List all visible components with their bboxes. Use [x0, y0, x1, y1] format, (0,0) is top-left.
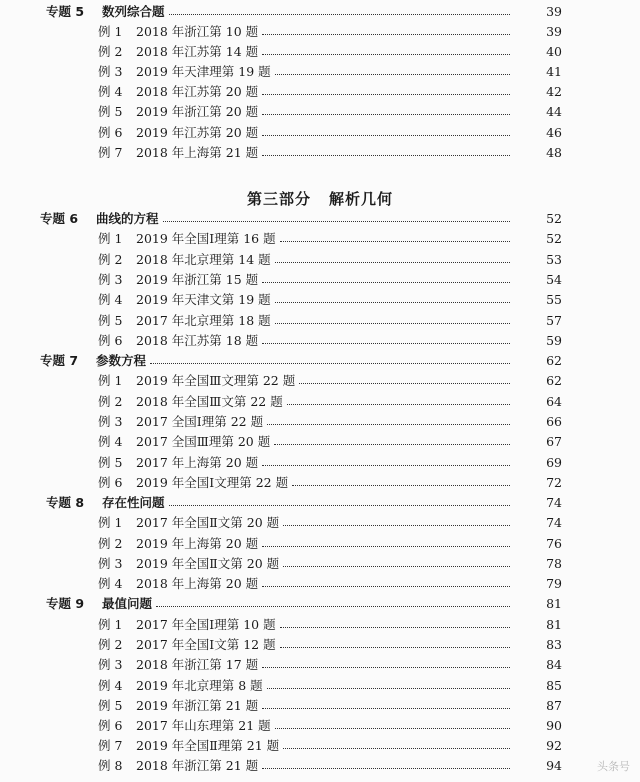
page-number: 94 [546, 757, 562, 773]
dot-leader [275, 728, 510, 729]
page-number: 57 [546, 312, 562, 328]
dot-leader [262, 34, 510, 35]
page-number: 52 [546, 230, 562, 246]
example-label: 例 1 [98, 231, 123, 246]
example-line[interactable] [0, 735, 640, 755]
page-number: 85 [546, 677, 562, 693]
topic-title: 最值问题 [102, 596, 153, 611]
example-title: 2019 年浙江第 15 题 [136, 272, 259, 287]
page-number: 41 [546, 63, 562, 79]
example-line[interactable] [0, 269, 640, 289]
page-number: 74 [546, 494, 562, 510]
dot-leader [163, 221, 510, 222]
topic-9-line[interactable] [0, 593, 640, 613]
example-line[interactable] [0, 654, 640, 674]
example-label: 例 4 [98, 434, 123, 449]
page-number: 74 [546, 514, 562, 530]
page-number: 40 [546, 43, 562, 59]
example-label: 例 3 [98, 64, 123, 79]
example-line[interactable] [0, 452, 640, 472]
example-line[interactable] [0, 553, 640, 573]
dot-leader [287, 404, 510, 405]
page-number: 81 [546, 595, 562, 611]
page-number: 53 [546, 251, 562, 267]
example-label: 例 7 [98, 145, 123, 160]
page-number: 79 [546, 575, 562, 591]
page-number: 44 [546, 103, 562, 119]
topic-6-line[interactable] [0, 208, 640, 228]
page-number: 87 [546, 697, 562, 713]
example-title: 2017 年北京理第 18 题 [136, 313, 271, 328]
dot-leader [262, 667, 510, 668]
example-label: 例 1 [98, 515, 123, 530]
example-title: 2019 年全国Ⅰ文理第 22 题 [136, 475, 289, 490]
example-line[interactable] [0, 675, 640, 695]
topic-title: 存在性问题 [102, 495, 165, 510]
example-label: 例 5 [98, 313, 123, 328]
example-label: 例 2 [98, 394, 123, 409]
example-line[interactable] [0, 614, 640, 634]
example-label: 例 2 [98, 536, 123, 551]
example-line[interactable] [0, 101, 640, 121]
example-line[interactable] [0, 122, 640, 142]
example-line[interactable] [0, 695, 640, 715]
example-line[interactable] [0, 391, 640, 411]
example-label: 例 6 [98, 125, 123, 140]
page-number: 48 [546, 144, 562, 160]
example-title: 2019 年北京理第 8 题 [136, 678, 263, 693]
example-label: 例 3 [98, 556, 123, 571]
dot-leader [299, 383, 510, 384]
page-number: 55 [546, 291, 562, 307]
page-number: 67 [546, 433, 562, 449]
page-number: 72 [546, 474, 562, 490]
page-number: 62 [546, 372, 562, 388]
page-number: 66 [546, 413, 562, 429]
example-line[interactable] [0, 512, 640, 532]
dot-leader [275, 262, 510, 263]
dot-leader [262, 708, 510, 709]
example-line[interactable] [0, 411, 640, 431]
topic-label: 专题 8 [46, 495, 85, 510]
page-number: 78 [546, 555, 562, 571]
dot-leader [292, 485, 510, 486]
page-number: 42 [546, 83, 562, 99]
dot-leader [169, 505, 510, 506]
example-line[interactable] [0, 310, 640, 330]
page-number: 39 [546, 23, 562, 39]
example-label: 例 6 [98, 475, 123, 490]
example-title: 2018 年北京理第 14 题 [136, 252, 271, 267]
example-line[interactable] [0, 715, 640, 735]
topic-label: 专题 6 [40, 211, 79, 226]
watermark: 头条号 [597, 760, 630, 773]
example-line[interactable] [0, 573, 640, 593]
dot-leader [150, 363, 510, 364]
example-title: 2018 年全国Ⅲ文第 22 题 [136, 394, 283, 409]
dot-leader [283, 748, 510, 749]
example-label: 例 4 [98, 84, 123, 99]
example-label: 例 6 [98, 333, 123, 348]
dot-leader [280, 627, 510, 628]
section-title: 解析几何 [329, 190, 394, 208]
example-title: 2017 全国Ⅲ理第 20 题 [136, 434, 271, 449]
dot-leader [267, 688, 510, 689]
dot-leader [267, 424, 510, 425]
example-line[interactable] [0, 21, 640, 41]
dot-leader [275, 323, 510, 324]
page-number: 59 [546, 332, 562, 348]
page-number: 90 [546, 717, 562, 733]
topic-5-line[interactable] [0, 1, 640, 21]
example-line[interactable] [0, 533, 640, 553]
example-label: 例 3 [98, 657, 123, 672]
topic-title: 曲线的方程 [96, 211, 159, 226]
topic-title: 参数方程 [96, 353, 147, 368]
example-title: 2018 年浙江第 21 题 [136, 758, 259, 773]
page-number: 46 [546, 124, 562, 140]
example-label: 例 1 [98, 373, 123, 388]
example-line[interactable] [0, 61, 640, 81]
example-title: 2019 年全国Ⅱ理第 21 题 [136, 738, 280, 753]
topic-8-line[interactable] [0, 492, 640, 512]
dot-leader [283, 566, 510, 567]
page-number: 69 [546, 454, 562, 470]
example-label: 例 4 [98, 576, 123, 591]
dot-leader [262, 155, 510, 156]
example-title: 2019 年天津理第 19 题 [136, 64, 271, 79]
example-line[interactable] [0, 431, 640, 451]
example-line[interactable] [0, 41, 640, 61]
topic-label: 专题 5 [46, 4, 85, 19]
dot-leader [262, 54, 510, 55]
dot-leader [156, 606, 510, 607]
example-title: 2017 年上海第 20 题 [136, 455, 259, 470]
example-title: 2019 年天津文第 19 题 [136, 292, 271, 307]
example-line[interactable] [0, 289, 640, 309]
example-title: 2018 年江苏第 18 题 [136, 333, 259, 348]
example-title: 2019 年全国Ⅰ理第 16 题 [136, 231, 276, 246]
example-label: 例 1 [98, 24, 123, 39]
example-title: 2019 年浙江第 20 题 [136, 104, 259, 119]
dot-leader [262, 135, 510, 136]
example-label: 例 2 [98, 637, 123, 652]
example-label: 例 8 [98, 758, 123, 773]
topic-label: 专题 9 [46, 596, 85, 611]
example-label: 例 7 [98, 738, 123, 753]
page-number: 84 [546, 656, 562, 672]
example-label: 例 2 [98, 44, 123, 59]
page-number: 64 [546, 393, 562, 409]
example-title: 2019 年浙江第 21 题 [136, 698, 259, 713]
dot-leader [262, 768, 510, 769]
page-number: 92 [546, 737, 562, 753]
example-title: 2017 年全国Ⅱ文第 20 题 [136, 515, 280, 530]
example-label: 例 4 [98, 292, 123, 307]
example-line[interactable] [0, 142, 640, 162]
example-line[interactable] [0, 755, 640, 775]
example-line[interactable] [0, 228, 640, 248]
dot-leader [280, 647, 510, 648]
dot-leader [283, 525, 510, 526]
example-label: 例 5 [98, 698, 123, 713]
example-title: 2018 年江苏第 20 题 [136, 84, 259, 99]
example-line[interactable] [0, 634, 640, 654]
example-label: 例 3 [98, 272, 123, 287]
example-line[interactable] [0, 330, 640, 350]
dot-leader [262, 586, 510, 587]
dot-leader [280, 241, 510, 242]
dot-leader [274, 444, 510, 445]
dot-leader [275, 74, 510, 75]
topic-label: 专题 7 [40, 353, 79, 368]
dot-leader [262, 94, 510, 95]
example-title: 2017 年全国Ⅰ文第 12 题 [136, 637, 276, 652]
example-line[interactable] [0, 370, 640, 390]
page-number: 54 [546, 271, 562, 287]
example-label: 例 3 [98, 414, 123, 429]
example-title: 2019 年江苏第 20 题 [136, 125, 259, 140]
example-title: 2018 年江苏第 14 题 [136, 44, 259, 59]
topic-7-line[interactable] [0, 350, 640, 370]
topic-title: 数列综合题 [102, 4, 165, 19]
example-title: 2017 年全国Ⅰ理第 10 题 [136, 617, 276, 632]
dot-leader [262, 343, 510, 344]
example-title: 2018 年浙江第 17 题 [136, 657, 259, 672]
example-label: 例 5 [98, 104, 123, 119]
dot-leader [169, 14, 510, 15]
example-label: 例 4 [98, 678, 123, 693]
page-number: 76 [546, 535, 562, 551]
example-title: 2018 年上海第 20 题 [136, 576, 259, 591]
dot-leader [262, 465, 510, 466]
example-title: 2019 年上海第 20 题 [136, 536, 259, 551]
example-title: 2018 年上海第 21 题 [136, 145, 259, 160]
example-title: 2019 年全国Ⅲ文理第 22 题 [136, 373, 296, 388]
example-title: 2017 全国Ⅰ理第 22 题 [136, 414, 264, 429]
example-title: 2018 年浙江第 10 题 [136, 24, 259, 39]
page-number: 52 [546, 210, 562, 226]
example-label: 例 6 [98, 718, 123, 733]
example-label: 例 5 [98, 455, 123, 470]
example-title: 2019 年全国Ⅱ文第 20 题 [136, 556, 280, 571]
example-label: 例 2 [98, 252, 123, 267]
page-number: 62 [546, 352, 562, 368]
dot-leader [275, 302, 510, 303]
example-line[interactable] [0, 81, 640, 101]
dot-leader [262, 282, 510, 283]
dot-leader [262, 114, 510, 115]
page-number: 83 [546, 636, 562, 652]
page-number: 81 [546, 616, 562, 632]
page-number: 39 [546, 3, 562, 19]
dot-leader [262, 546, 510, 547]
section-heading [0, 188, 640, 209]
section-part: 第三部分 [246, 190, 311, 208]
example-label: 例 1 [98, 617, 123, 632]
example-title: 2017 年山东理第 21 题 [136, 718, 271, 733]
example-line[interactable] [0, 249, 640, 269]
example-line[interactable] [0, 472, 640, 492]
